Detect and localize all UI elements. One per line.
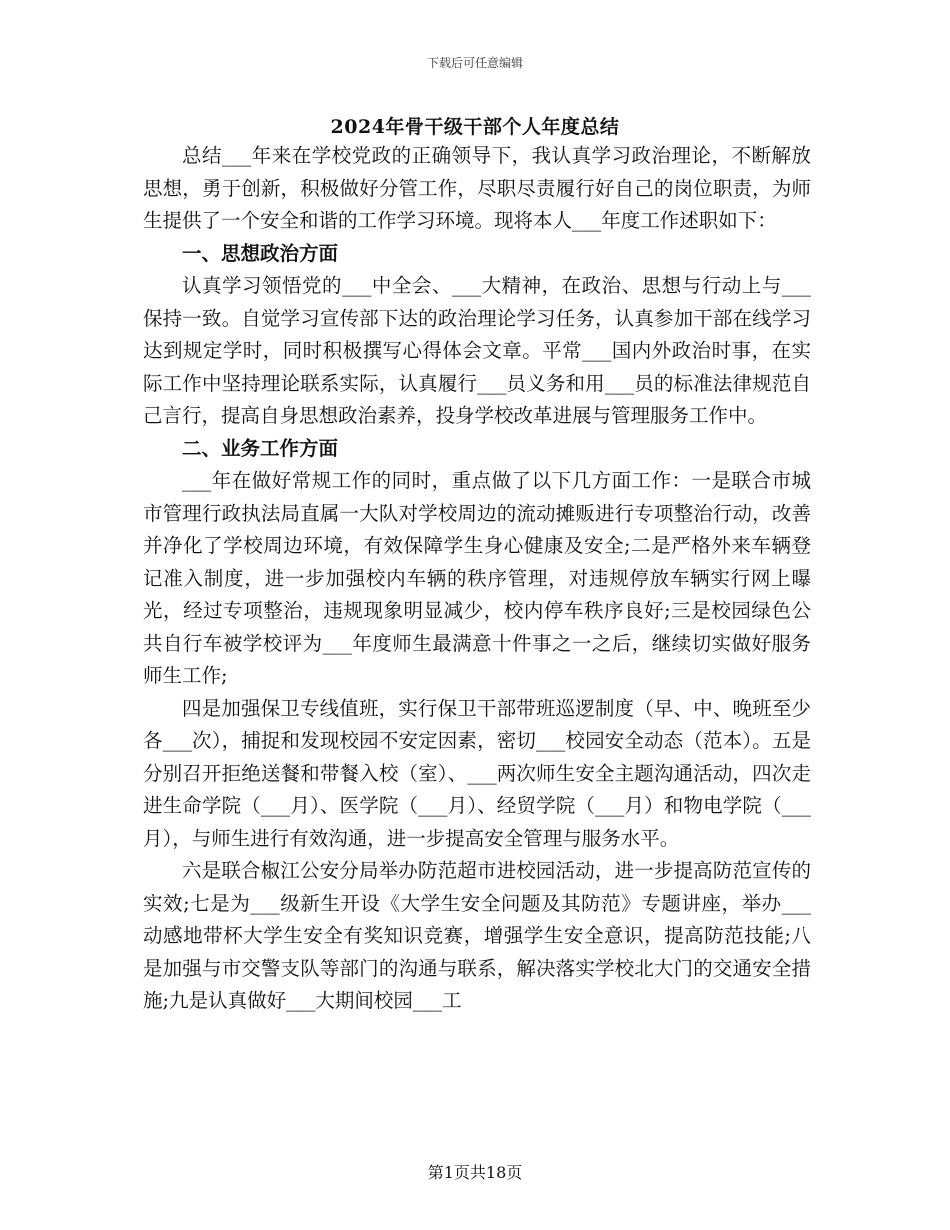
section-heading-business: 二、业务工作方面 [182, 436, 339, 460]
political-paragraph: 认真学习领悟党的___中全会、___大精神，在政治、思想与行动上与___保持一致。自觉学习宣传部下达的政治理论学习任务，认真参加干部在线学习达到规定学时，同时积极撰写心得体会文章。平常___国内外政治时事，在实际工作中坚持理论联系实际，认真履行___员义务和用___员的标准法律规范自己言行，提高自身思想政治素养，投身学校改革进展与管理服务工作中。 [143, 274, 811, 427]
business-paragraph-1: ___年在做好常规工作的同时，重点做了以下几方面工作：一是联合市城市管理行政执法局直属一大队对学校周边的流动摊贩进行专项整治行动，改善并净化了学校周边环境，有效保障学生身心健康及安全;二是严格外来车辆登记准入制度，进一步加强校内车辆的秩序管理，对违规停放车辆实行网上曝光，经过专项整治，违规现象明显减少，校内停车秩序良好;三是校园绿色公共自行车被学校评为___年度师生最满意十件事之一之后，继续切实做好服务师生工作; [143, 469, 811, 687]
document-title: 2024年骨干级干部个人年度总结 [330, 116, 620, 138]
header-note: 下载后可任意编辑 [426, 56, 523, 70]
document-body [143, 140, 811, 1018]
business-paragraph-3: 六是联合椒江公安分局举办防范超市进校园活动，进一步提高防范宣传的实效;七是为___级新生开设《大学生安全问题及其防范》专题讲座，举办___动感地带杯大学生安全有奖知识竞赛，增强学生安全意识，提高防范技能;八是加强与市交警支队等部门的沟通与联系，解决落实学校北大门的交通安全措施;九是认真做好___大期间校园___工 [143, 859, 811, 1012]
business-paragraph-2: 四是加强保卫专线值班，实行保卫干部带班巡逻制度（早、中、晚班至少各___次），捕捉和发现校园不安定因素，密切___校园安全动态（范本）。五是分别召开拒绝送餐和带餐入校（室）、___两次师生安全主题沟通活动，四次走进生命学院（___月）、医学院（___月）、经贸学院（___月）和物电学院（___月），与师生进行有效沟通，进一步提高安全管理与服务水平。 [143, 696, 811, 850]
page-footer: 第1页共18页 [427, 1163, 523, 1182]
intro-paragraph: 总结___年来在学校党政的正确领导下，我认真学习政治理论，不断解放思想，勇于创新，积极做好分管工作，尽职尽责履行好自己的岗位职责，为师生提供了一个安全和谐的工作学习环境。现将本人___年度工作述职如下： [143, 144, 811, 232]
section-heading-political: 一、思想政治方面 [182, 241, 339, 265]
